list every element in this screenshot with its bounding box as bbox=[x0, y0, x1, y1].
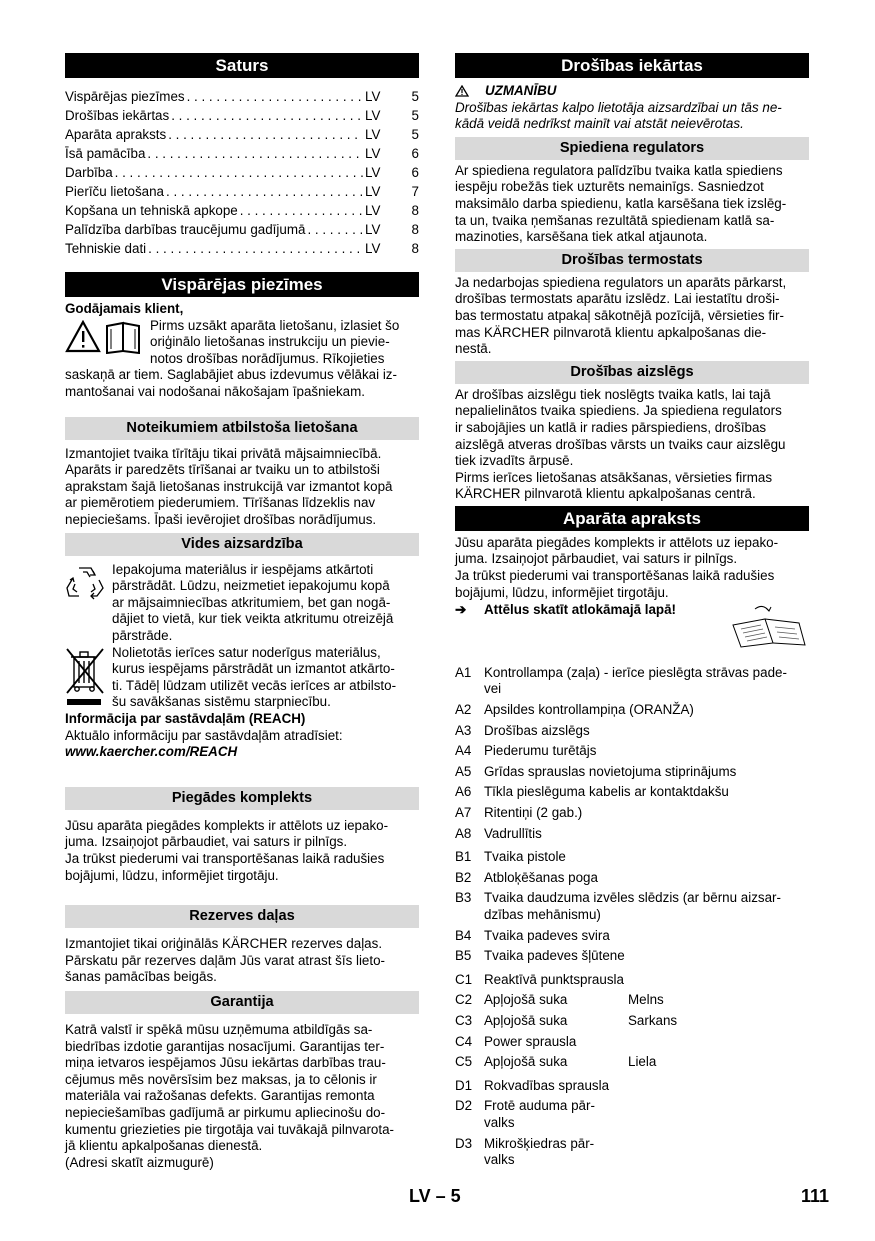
text-line: mantošanai vai nodošanai nākošajam īpašniekam. bbox=[65, 383, 365, 399]
text-line: tiek izvadīts ārpusē. bbox=[455, 453, 574, 469]
open-manual-icon bbox=[729, 603, 809, 649]
component-name: Rokvadības sprausla bbox=[484, 1077, 610, 1093]
text-line: Ja trūkst piederumi vai transportēšanas laikā radušies bbox=[65, 851, 385, 867]
component-item bbox=[455, 702, 809, 719]
text-line: Jūsu aparāta piegādes komplekts ir attēlots uz iepako- bbox=[455, 534, 779, 550]
toc-entry-language: LV bbox=[365, 222, 381, 237]
component-code: D3 bbox=[455, 1135, 473, 1151]
text-line: juma. Izsaiņojot pārbaudiet, vai saturs ir pilnīgs. bbox=[455, 551, 738, 567]
reach-link[interactable]: www.kaercher.com/REACH bbox=[65, 744, 238, 760]
text-line: mazinoties, karsēšana tiek atkal atjaunota. bbox=[455, 229, 708, 245]
component-code: B4 bbox=[455, 927, 472, 943]
toc-leader-dots bbox=[168, 125, 363, 144]
toc-heading: Saturs bbox=[65, 53, 419, 78]
text-line: ti. Tādēļ lūdzam utilizēt vecās ierīces ar atbilsto- bbox=[112, 677, 397, 693]
component-name: Tvaika padeves šļūtene bbox=[484, 948, 625, 964]
component-name: Tvaika daudzuma izvēles slēdzis (ar bērnu aizsar- bbox=[484, 890, 781, 906]
intro-text bbox=[150, 318, 419, 368]
component-code: A2 bbox=[455, 702, 472, 718]
text-line: Ar drošības aizslēgu tiek noslēgts tvaika katls, lai tajā bbox=[455, 386, 771, 402]
thermostat-heading: Drošības termostats bbox=[455, 249, 809, 272]
component-item bbox=[455, 1054, 809, 1071]
toc-entry-title: Darbība bbox=[65, 165, 113, 180]
reach-text: Aktuālo informāciju par sastāvdaļām atradīsiet: bbox=[65, 727, 343, 743]
component-code: A5 bbox=[455, 763, 472, 779]
device-description-heading: Aparāta apraksts bbox=[455, 506, 809, 531]
right-column bbox=[455, 53, 809, 1176]
packaging-text bbox=[112, 562, 419, 645]
component-code: D1 bbox=[455, 1077, 473, 1093]
component-name: Piederumu turētājs bbox=[484, 743, 597, 759]
text-line: ar piemērotiem piederumiem. Tīrīšanas līdzeklis nav bbox=[65, 495, 376, 511]
component-name: Tvaika pistole bbox=[484, 849, 566, 865]
toc-leader-dots bbox=[187, 87, 363, 106]
general-notes-heading: Vispārējas piezīmes bbox=[65, 272, 419, 297]
text-line: ar mājsaimniecības atkritumiem, bet gan nogā- bbox=[112, 594, 391, 610]
component-name-cont: valks bbox=[484, 1152, 515, 1168]
text-line: Nolietotās ierīces satur noderīgus materiālus, bbox=[112, 644, 381, 660]
component-item bbox=[455, 1013, 809, 1030]
toc-entry-title: Tehniskie dati bbox=[65, 241, 147, 256]
text-line: materiāla vai ražošanas defekts. Garantijas remonta bbox=[65, 1088, 375, 1104]
component-item bbox=[455, 665, 809, 698]
text-line: Pirms ierīces lietošanas atsākšanas, vērsieties firmas bbox=[455, 469, 773, 485]
toc-entry-title: Pierīču lietošana bbox=[65, 184, 164, 199]
toc-entry-page: 8 bbox=[411, 222, 419, 237]
text-line: pārstrādāt. Lūdzu, neizmetiet iepakojumu kopā bbox=[112, 578, 390, 594]
component-name: Drošības aizslēgs bbox=[484, 722, 590, 738]
text-line: nepalielinātos tvaika spiediens. Ja spiediena regulators bbox=[455, 403, 782, 419]
toc-entry[interactable] bbox=[65, 87, 419, 106]
text-line: kumentu griezieties pie tirgotāja vai tuvākajā pilnvarota- bbox=[65, 1121, 394, 1137]
component-item bbox=[455, 928, 809, 945]
text-line: cējumus mēs novērsīsim bez maksas, ja to cēlonis ir bbox=[65, 1071, 377, 1087]
toc-entry-language: LV bbox=[365, 203, 381, 218]
reach-title: Informācija par sastāvdaļām (REACH) bbox=[65, 711, 306, 727]
toc-entry[interactable] bbox=[65, 163, 419, 182]
text-line: juma. Izsaiņojot pārbaudiet, vai saturs ir pilnīgs. bbox=[65, 834, 348, 850]
component-code: C2 bbox=[455, 992, 473, 1008]
toc-entry-language: LV bbox=[365, 127, 381, 142]
text-line: biedrības izdotie garantijas nosacījumi. Garantijas ter- bbox=[65, 1038, 385, 1054]
text-line: Pārskatu pār rezerves daļām Jūs varat atrast šīs lieto- bbox=[65, 952, 386, 968]
text-line: Iepakojuma materiālus ir iespējams atkārtoti bbox=[112, 561, 374, 577]
greeting: Godājamais klient, bbox=[65, 301, 184, 316]
component-name: Atbloķēšanas poga bbox=[484, 869, 598, 885]
toc-entry-language: LV bbox=[365, 165, 381, 180]
environment-heading: Vides aizsardzība bbox=[65, 533, 419, 556]
toc-entry-page: 7 bbox=[411, 184, 419, 199]
text-line: saskaņā ar tiem. Saglabājiet abus izdevumus vēlākai iz- bbox=[65, 367, 397, 383]
text-line: bojājumi, lūdzu, informējiet tirgotāju. bbox=[65, 867, 279, 883]
toc-entry-title: Īsā pamācība bbox=[65, 146, 146, 161]
page-number: 111 bbox=[801, 1186, 830, 1206]
toc-entry-page: 6 bbox=[411, 146, 419, 161]
text-line: šanas pamācības beigās. bbox=[65, 969, 217, 985]
text-line: Ja nedarbojas spiediena regulators un aparāts pārkarst, bbox=[455, 274, 787, 290]
component-code: C4 bbox=[455, 1033, 473, 1049]
component-item bbox=[455, 972, 809, 989]
warranty-heading: Garantija bbox=[65, 991, 419, 1014]
component-name: Ritentiņi (2 gab.) bbox=[484, 805, 583, 820]
text-line: jā klientu apkalpošanas dienestā. bbox=[65, 1138, 263, 1154]
component-item bbox=[455, 870, 809, 887]
text-line: nestā. bbox=[455, 341, 492, 357]
component-item bbox=[455, 992, 809, 1009]
text-line: miņa ietvaros iespējamos Jūsu iekārtas darbības trau- bbox=[65, 1055, 386, 1071]
pressure-regulator-text bbox=[455, 163, 809, 246]
see-foldout-text: Attēlus skatīt atlokāmajā lapā! bbox=[484, 602, 677, 618]
component-item bbox=[455, 890, 809, 923]
page-section-label: LV – 5 bbox=[409, 1186, 461, 1206]
component-name: Grīdas sprauslas novietojuma stiprinājums bbox=[484, 763, 737, 779]
component-item bbox=[455, 743, 809, 760]
component-code: C3 bbox=[455, 1012, 473, 1028]
crossed-bin-icon bbox=[65, 645, 112, 712]
toc-entry-page: 6 bbox=[411, 165, 419, 180]
toc-entry-page: 5 bbox=[411, 89, 419, 104]
safety-lock-heading: Drošības aizslēgs bbox=[455, 361, 809, 384]
toc-entry-page: 8 bbox=[411, 203, 419, 218]
text-line: kādā veidā nedrīkst mainīt vai atstāt neievērotas. bbox=[455, 116, 744, 132]
component-name-cont: valks bbox=[484, 1114, 515, 1130]
warning-triangle-icon bbox=[455, 85, 469, 97]
toc-entry-title: Vispārējas piezīmes bbox=[65, 89, 185, 104]
text-line: Pirms uzsākt aparāta lietošanu, izlasiet šo bbox=[150, 317, 400, 333]
component-item bbox=[455, 723, 809, 740]
component-name: Mikrošķiedras pār- bbox=[484, 1135, 595, 1151]
toc-leader-dots bbox=[147, 144, 363, 163]
component-code: D2 bbox=[455, 1098, 473, 1114]
intro-block bbox=[65, 318, 419, 368]
intro-text-rest bbox=[65, 367, 419, 400]
component-item bbox=[455, 1098, 809, 1131]
toc-entry-language: LV bbox=[365, 146, 381, 161]
component-name: Apsildes kontrollampiņa (ORANŽA) bbox=[484, 702, 694, 718]
text-line: Ar spiediena regulatora palīdzību tvaika katla spiediens bbox=[455, 162, 783, 178]
toc-entry[interactable] bbox=[65, 220, 419, 239]
text-line: Drošības iekārtas kalpo lietotāja aizsardzībai un tās ne- bbox=[455, 99, 782, 115]
toc-entry[interactable] bbox=[65, 201, 419, 220]
foldout-icon-area bbox=[455, 619, 809, 659]
component-name: Tīkla pieslēguma kabelis ar kontaktdakšu bbox=[484, 784, 729, 800]
toc-leader-dots bbox=[115, 163, 363, 182]
toc-entry[interactable] bbox=[65, 239, 419, 258]
component-name-cont: vei bbox=[484, 681, 502, 697]
text-line: Izmantojiet tikai oriģinālās KÄRCHER rezerves daļas. bbox=[65, 936, 383, 952]
component-code: A7 bbox=[455, 805, 472, 820]
warning-manual-icon bbox=[65, 318, 150, 368]
component-variant: Sarkans bbox=[628, 1012, 678, 1028]
component-name: Apļojošā suka bbox=[484, 992, 568, 1008]
component-name: Frotē auduma pār- bbox=[484, 1098, 595, 1114]
pressure-regulator-heading: Spiediena regulators bbox=[455, 137, 809, 160]
text-line: notos drošības norādījumus. Rīkojieties bbox=[150, 350, 385, 366]
left-column bbox=[65, 53, 419, 1171]
text-line: nepieciešams. Īpaši ievērojiet drošības norādījumus. bbox=[65, 511, 377, 527]
spare-parts-heading: Rezerves daļas bbox=[65, 905, 419, 928]
text-line: mas KÄRCHER pilnvarotā klientu apkalpošanas die- bbox=[455, 324, 767, 340]
component-name: Tvaika padeves svira bbox=[484, 927, 610, 943]
delivery-text bbox=[65, 818, 419, 884]
toc-leader-dots bbox=[166, 182, 363, 201]
component-item bbox=[455, 784, 809, 801]
component-code: B3 bbox=[455, 890, 472, 906]
toc-entry[interactable] bbox=[65, 106, 419, 125]
toc-leader-dots bbox=[307, 220, 363, 239]
component-code: A3 bbox=[455, 722, 472, 738]
toc-entry-language: LV bbox=[365, 241, 381, 256]
component-item bbox=[455, 805, 809, 822]
text-line: drošības termostats aparātu izslēdz. Lai iestatītu droši- bbox=[455, 291, 780, 307]
text-line: (Adresi skatīt aizmugurē) bbox=[65, 1154, 214, 1170]
toc-entry-page: 8 bbox=[411, 241, 419, 256]
text-line: KÄRCHER pilnvarotā klientu apkalpošanas centrā. bbox=[455, 486, 756, 502]
toc-leader-dots bbox=[240, 201, 363, 220]
toc-entry[interactable] bbox=[65, 125, 419, 144]
text-line: aizslēgā atveras drošības vārsts un tvaiks caur aizslēgu bbox=[455, 436, 786, 452]
text-line: ir sabojājies un katlā ir radies pārspiediens, drošības bbox=[455, 419, 767, 435]
component-code: C1 bbox=[455, 971, 473, 987]
recycling-icon bbox=[65, 562, 112, 645]
component-name: Kontrollampa (zaļa) - ierīce pieslēgta strāvas pade- bbox=[484, 664, 787, 680]
component-code: A6 bbox=[455, 784, 472, 800]
component-group bbox=[455, 665, 809, 842]
component-code: B5 bbox=[455, 948, 472, 964]
toc-entry-page: 5 bbox=[411, 127, 419, 142]
arrow-right-icon: ➔ bbox=[455, 602, 467, 618]
component-variant: Liela bbox=[628, 1054, 657, 1070]
warranty-text bbox=[65, 1022, 419, 1171]
component-item bbox=[455, 826, 809, 843]
component-item bbox=[455, 1078, 809, 1095]
toc-leader-dots bbox=[171, 106, 363, 125]
toc-leader-dots bbox=[148, 239, 363, 258]
toc-entry-title: Palīdzība darbības traucējumu gadījumā bbox=[65, 222, 306, 237]
text-line: Ja trūkst piederumi vai transportēšanas laikā radušies bbox=[455, 568, 775, 584]
component-code: B2 bbox=[455, 869, 472, 885]
packaging-block bbox=[65, 562, 419, 645]
component-code: A8 bbox=[455, 825, 472, 841]
component-item bbox=[455, 1034, 809, 1051]
intended-use-heading: Noteikumiem atbilstoša lietošana bbox=[65, 417, 419, 440]
component-list bbox=[455, 665, 809, 1169]
table-of-contents bbox=[65, 87, 419, 258]
component-code: A1 bbox=[455, 664, 472, 680]
text-line: dājiet to vietā, kur tiek veikta atkritumu otreizējā bbox=[112, 611, 394, 627]
text-line: Izmantojiet tvaika tīrītāju tikai privātā mājsaimniecībā. bbox=[65, 445, 382, 461]
intended-use-text bbox=[65, 446, 419, 529]
toc-entry[interactable] bbox=[65, 144, 419, 163]
caution-text bbox=[455, 100, 809, 133]
component-group bbox=[455, 972, 809, 1071]
toc-entry-title: Drošības iekārtas bbox=[65, 108, 170, 123]
component-group bbox=[455, 1078, 809, 1169]
text-line: Aparāts ir paredzēts tīrīšanai ar tvaiku un to atbilstoši bbox=[65, 462, 380, 478]
component-name: Vadrullītis bbox=[484, 825, 542, 841]
safety-lock-text bbox=[455, 387, 809, 503]
device-description-text bbox=[455, 535, 809, 601]
text-line: oriģinālo lietošanas instrukciju un pievie- bbox=[150, 334, 390, 350]
disposal-block bbox=[65, 645, 419, 712]
toc-entry-language: LV bbox=[365, 184, 381, 199]
caution-label: UZMANĪBU bbox=[485, 83, 557, 98]
toc-entry[interactable] bbox=[65, 182, 419, 201]
text-line: iespēju robežās tiek uzturēts nemainīgs. Sasniedzot bbox=[455, 179, 764, 195]
text-line: bas termostatu atpakaļ sākotnējā pozīcijā, vērsieties fir- bbox=[455, 307, 784, 323]
component-name: Apļojošā suka bbox=[484, 1054, 568, 1070]
toc-entry-language: LV bbox=[365, 89, 381, 104]
component-item bbox=[455, 849, 809, 866]
component-code: B1 bbox=[455, 849, 472, 865]
toc-entry-title: Aparāta apraksts bbox=[65, 127, 167, 142]
text-line: bojājumi, lūdzu, informējiet tirgotāju. bbox=[455, 584, 669, 600]
component-name: Power sprausla bbox=[484, 1033, 577, 1049]
component-code: C5 bbox=[455, 1054, 473, 1070]
component-name: Apļojošā suka bbox=[484, 1012, 568, 1028]
caution-label-row bbox=[455, 83, 809, 100]
component-item bbox=[455, 764, 809, 781]
safety-devices-heading: Drošības iekārtas bbox=[455, 53, 809, 78]
text-line: pārstrāde. bbox=[112, 627, 173, 643]
component-variant: Melns bbox=[628, 992, 664, 1008]
text-line: nepieciešamības gadījumā ar pirkumu apliecinošu do- bbox=[65, 1105, 386, 1120]
delivery-heading: Piegādes komplekts bbox=[65, 787, 419, 810]
component-name-cont: dzības mehānismu) bbox=[484, 906, 601, 922]
text-line: maksimālo darba spiedienu, katla karsēšana tiek izslēg- bbox=[455, 195, 787, 211]
text-line: šu savākšanas sistēmu starpniecību. bbox=[112, 694, 331, 710]
component-item bbox=[455, 948, 809, 965]
text-line: ta un, tvaika ņemšanas rezultātā spiedienam katlā sa- bbox=[455, 212, 775, 228]
text-line: Jūsu aparāta piegādes komplekts ir attēlots uz iepako- bbox=[65, 817, 389, 833]
component-group bbox=[455, 849, 809, 965]
component-code: A4 bbox=[455, 743, 472, 759]
component-name: Reaktīvā punktsprausla bbox=[484, 971, 624, 987]
component-item bbox=[455, 1136, 809, 1169]
text-line: Katrā valstī ir spēkā mūsu uzņēmuma atbildīgās sa- bbox=[65, 1022, 373, 1038]
disposal-text bbox=[112, 645, 419, 712]
toc-entry-language: LV bbox=[365, 108, 381, 123]
thermostat-text bbox=[455, 275, 809, 358]
spare-parts-text bbox=[65, 936, 419, 986]
text-line: kurus iespējams pārstrādāt un izmantot atkārto- bbox=[112, 661, 395, 677]
toc-entry-page: 5 bbox=[411, 108, 419, 123]
toc-entry-title: Kopšana un tehniskā apkope bbox=[65, 203, 238, 218]
text-line: aprakstam šajā lietošanas instrukcijā var izmantot kopā bbox=[65, 478, 393, 494]
